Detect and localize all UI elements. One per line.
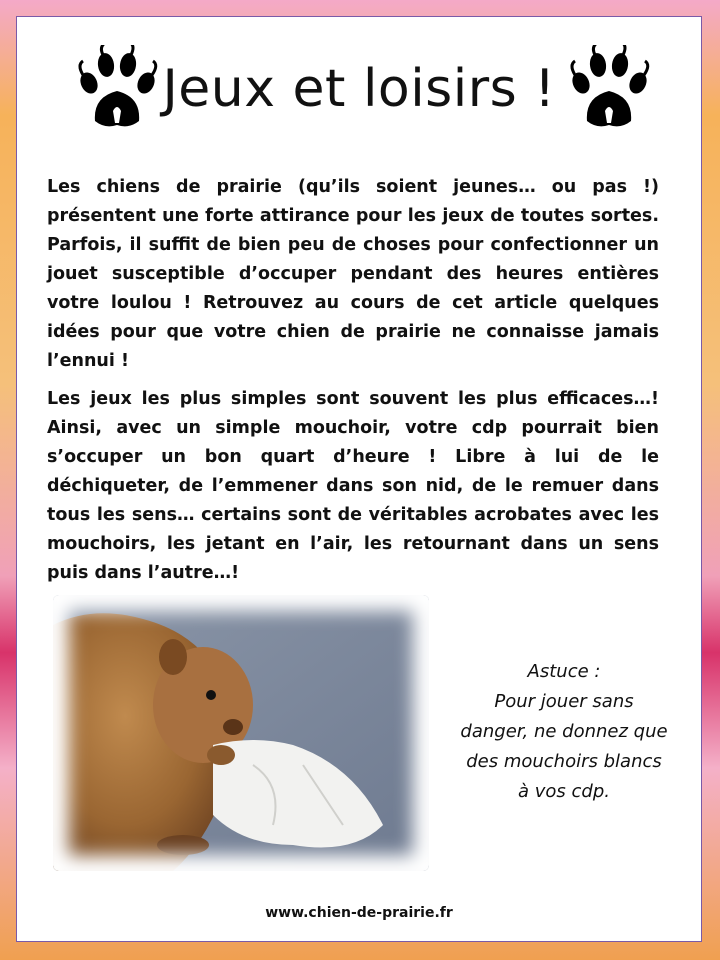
- tip-line: à vos cdp.: [518, 781, 610, 802]
- tip-heading: Astuce :: [527, 661, 601, 682]
- prairie-dog-illustration: [53, 595, 429, 871]
- article-body: [47, 173, 659, 597]
- tip-line: des mouchoirs blancs: [466, 751, 662, 772]
- article-paragraph-1: Les chiens de prairie (qu’ils soient jeunes… ou pas !) présentent une forte attirance pour les jeux de toutes sortes. Parfois, il suffit de bien peu de choses pour confectionner un jouet susceptible d’occuper pendant des heures entières votre loulou ! Retrouvez au cours de cet article quelques idées pour que votre chien de prairie ne connaisse jamais l’ennui !: [47, 177, 659, 371]
- page-card: [16, 16, 702, 942]
- page-title: Jeux et loisirs !: [162, 59, 556, 119]
- title-row: [17, 45, 701, 135]
- prairie-dog-photo: [53, 595, 429, 871]
- tip-line: danger, ne donnez que: [460, 721, 668, 742]
- article-paragraph-2: Les jeux les plus simples sont souvent les plus efficaces…! Ainsi, avec un simple mouchoir, votre cdp pourrait bien s’occuper un bon quart d’heure ! Libre à lui de le déchiqueter, de l’emmener dans son nid, de le remuer dans tous les sens… certains sont de véritables acrobates avec les mouchoirs, les jetant en l’air, les retournant dans un sens puis dans l’autre…!: [47, 389, 659, 583]
- tip-box: [449, 657, 679, 807]
- footer-url[interactable]: www.chien-de-prairie.fr: [265, 905, 453, 921]
- tip-line: Pour jouer sans: [494, 691, 634, 712]
- paw-print-icon: [565, 45, 655, 135]
